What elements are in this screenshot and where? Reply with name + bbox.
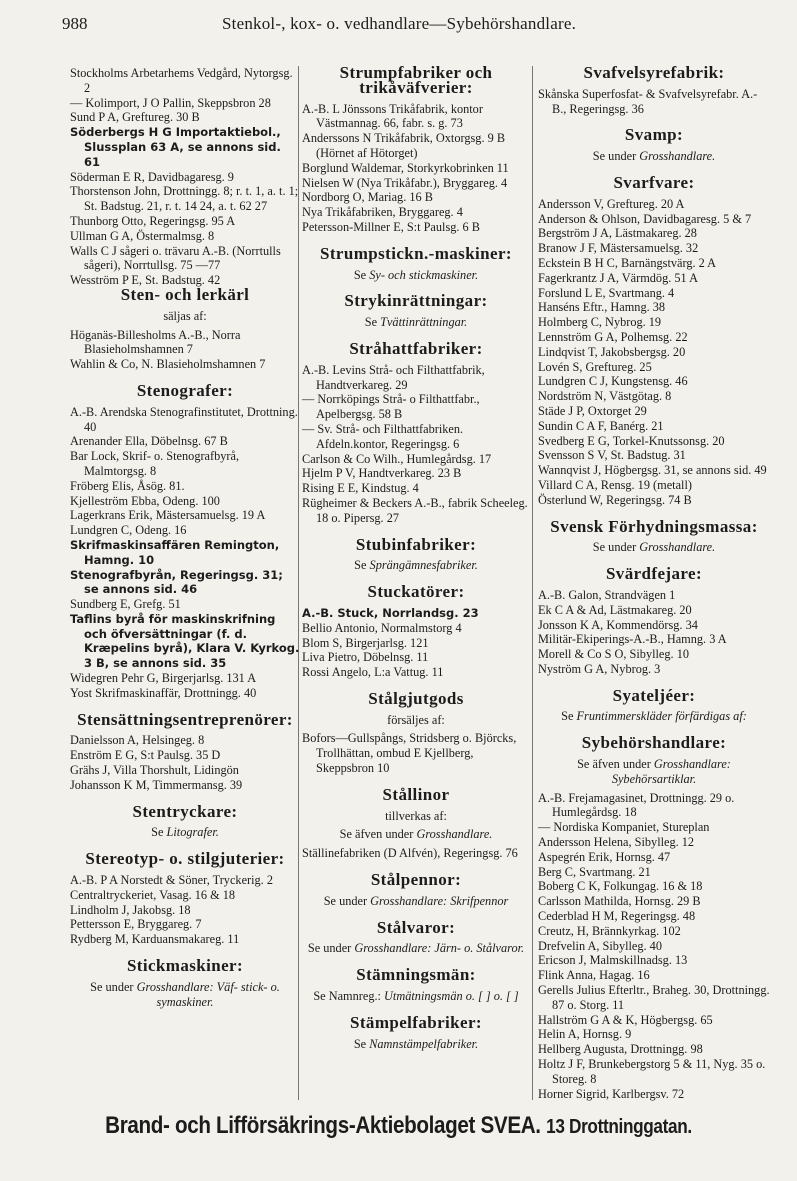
cross-reference-target: Tvättinrättningar. — [380, 315, 468, 330]
cross-reference-prefix: Se under — [323, 893, 371, 908]
section-subheading: försäljes af: — [387, 712, 445, 727]
directory-entry: — Norrköpings Strå- o Filthattfabr., Apelbergsg. 58 B — [302, 392, 480, 422]
directory-entry: Petersson-Millner E, S:t Paulsg. 6 B — [302, 219, 480, 234]
directory-entry: Stockholms Arbetarhems Vedgård, Nytorgsg. 2 — [70, 66, 293, 95]
section-heading: Stereotyp- o. stilgjuterier: — [85, 849, 285, 869]
directory-entry: Johansson K M, Timmermansg. 39 — [70, 777, 243, 792]
cross-reference-prefix: Se — [354, 558, 370, 573]
directory-entry: Wannqvist J, Högbergsg. 31, se annons sid. 49 — [538, 463, 767, 478]
cross-reference-prefix: Se äfven under — [339, 827, 417, 842]
cross-reference-prefix: Se Namnreg.: — [313, 989, 385, 1004]
directory-entry: Helin A, Hornsg. 9 — [538, 1027, 632, 1042]
directory-entry: Borglund Waldemar, Storkyrkobrinken 11 — [302, 160, 509, 175]
directory-entry: Hellberg Augusta, Drottningg. 98 — [538, 1042, 703, 1057]
directory-entry: Hanséns Eftr., Hamng. 38 — [538, 300, 666, 315]
cross-reference — [302, 558, 530, 573]
directory-entry: Blom S, Birgerjarlsg. 121 — [302, 635, 429, 650]
directory-entry: Creutz, H, Brännkyrkag. 102 — [538, 923, 681, 938]
cross-reference — [302, 827, 530, 842]
directory-entry: Carlson & Co Wilh., Humlegårdsg. 17 — [302, 451, 492, 466]
cross-reference-target: Grosshandlare. — [416, 827, 493, 842]
cross-reference-target: Grosshandlare: Järn- o. Stålvaror. — [354, 941, 525, 956]
section-heading: Stålvaror: — [376, 917, 456, 937]
directory-entry: Aspegrén Erik, Hornsg. 47 — [538, 849, 671, 864]
directory-entry: Liva Pietro, Döbelnsg. 11 — [302, 650, 429, 665]
cross-reference-prefix: Se under — [592, 149, 640, 164]
section-heading: Syateljéer: — [612, 685, 696, 705]
directory-entry: Lennström G A, Polhemsg. 22 — [538, 329, 688, 344]
cross-reference — [70, 980, 300, 1010]
directory-entry: Enström E G, S:t Paulsg. 35 D — [70, 748, 221, 763]
section-heading: Stubinfabriker: — [355, 534, 477, 554]
directory-entry: Lindholm J, Jakobsg. 18 — [70, 902, 191, 917]
directory-entry: Rügheimer & Beckers A.-B., fabrik Scheeleg. 18 o. Pipersg. 27 — [302, 495, 528, 525]
cross-reference-prefix: Se — [353, 1036, 370, 1051]
cross-reference-target: Grosshandlare: Väf- stick- o. symaskiner. — [136, 979, 280, 1009]
cross-reference-target: Sprängämnesfabriker. — [369, 558, 478, 573]
cross-reference-target: Grosshandlare. — [639, 149, 716, 164]
directory-entry: A.-B. P A Norstedt & Söner, Tryckerig. 2 — [70, 873, 273, 888]
section-heading: Svärdfejare: — [605, 564, 703, 584]
column-divider — [532, 66, 533, 1100]
directory-entry: Stenografbyrån, Regeringsg. 31; se annons sid. 46 — [70, 567, 283, 597]
directory-entry: Bofors—Gullspångs, Stridsberg o. Björcks, Trollhättan, ombud E Kjellberg, Skeppsbron 10 — [302, 731, 517, 776]
directory-entry: Svensson S V, St. Badstug. 31 — [538, 448, 686, 463]
directory-entry: Yost Skrifmaskinaffär, Drottningg. 40 — [70, 685, 257, 700]
directory-entry: Danielsson A, Helsingeg. 8 — [70, 733, 205, 748]
cross-reference-prefix: Se — [353, 267, 370, 282]
directory-entry: Nya Trikåfabriken, Bryggareg. 4 — [302, 205, 463, 220]
directory-entry: Wesström P E, St. Badstug. 42 — [70, 273, 221, 288]
directory-entry: Militär-Ekiperings-A.-B., Hamng. 3 A — [538, 632, 727, 647]
section-heading: Stållinor — [382, 784, 450, 804]
directory-entry: Hallström G A & K, Högbergsg. 65 — [538, 1012, 713, 1027]
section-heading: Svafvelsyrefabrik: — [583, 63, 725, 82]
directory-entry: Hjelm P V, Handtverkareg. 23 B — [302, 466, 462, 481]
cross-reference-target: Grosshandlare: Skrifpennor — [370, 893, 509, 908]
cross-reference-target: Grosshandlare: Sybehörsartiklar. — [611, 757, 731, 786]
directory-entry: A.-B. Galon, Strandvägen 1 — [538, 587, 676, 602]
section-heading: Stickmaskiner: — [126, 956, 244, 976]
section-heading: Stenografer: — [136, 380, 234, 400]
directory-entry: Lundgren C J, Kungstensg. 46 — [538, 374, 688, 389]
cross-reference-prefix: Se — [364, 315, 381, 330]
directory-entry: A.-B. L Jönssons Trikåfabrik, kontor Västmannag. 66, fabr. s. g. 73 — [302, 101, 483, 131]
cross-reference-target: Litografer. — [166, 825, 219, 840]
cross-reference — [302, 989, 530, 1004]
directory-entry: Nyström G A, Nybrog. 3 — [538, 661, 661, 676]
directory-entry: Widegren Pehr G, Birgerjarlsg. 131 A — [70, 671, 257, 686]
directory-entry: A.-B. Levins Strå- och Filthattfabrik, Handtverkareg. 29 — [302, 362, 485, 392]
directory-entry: Flink Anna, Hagag. 16 — [538, 968, 650, 983]
cross-reference — [538, 540, 770, 555]
cross-reference-prefix: Se under — [307, 941, 355, 956]
directory-entry: Eckstein B H C, Barnängstvärg. 2 A — [538, 255, 717, 270]
directory-entry: Nordborg O, Mariag. 16 B — [302, 190, 433, 205]
directory-entry: Fagerkrantz J A, Värmdög. 51 A — [538, 270, 698, 285]
directory-entry: Drefvelin A, Sibylleg. 40 — [538, 938, 662, 953]
directory-entry: Arenander Ella, Döbelnsg. 67 B — [70, 434, 228, 449]
directory-entry: Bellio Antonio, Normalmstorg 4 — [302, 620, 462, 635]
section-subheading: tillverkas af: — [385, 808, 447, 823]
section-subheading: säljas af: — [163, 308, 207, 323]
directory-entry: Branow J F, Mästersamuelsg. 32 — [538, 241, 699, 256]
section-heading: Svamp: — [624, 125, 684, 145]
cross-reference-target: Sy- och stickmaskiner. — [369, 267, 479, 282]
cross-reference — [302, 1037, 530, 1052]
directory-entry: Holtz J F, Brunkebergstorg 5 & 11, Nyg. 35 o. Storeg. 8 — [538, 1057, 766, 1086]
right-column — [538, 63, 770, 1101]
directory-entry: Lundgren C, Odeng. 16 — [70, 523, 187, 538]
directory-entry: Andersson Helena, Sibylleg. 12 — [538, 835, 695, 850]
cross-reference — [302, 268, 530, 283]
directory-entry: Rydberg M, Karduansmakareg. 11 — [70, 932, 240, 947]
directory-entry: Boberg C K, Folkungag. 16 & 18 — [538, 879, 703, 894]
cross-reference-prefix: Se under — [592, 540, 640, 555]
directory-entry: Sundin C A F, Banérg. 21 — [538, 418, 664, 433]
section-heading: Strykinrättningar: — [344, 291, 488, 311]
directory-entry: Städe J P, Oxtorget 29 — [538, 403, 647, 418]
directory-entry: Wahlin & Co, N. Blasieholmshamnen 7 — [70, 357, 266, 372]
directory-entry: Rising E E, Kindstug. 4 — [302, 481, 419, 496]
directory-entry: Carlsson Mathilda, Hornsg. 29 B — [538, 894, 701, 909]
directory-entry: Andersson V, Greftureg. 20 A — [538, 196, 685, 211]
directory-entry: Lindqvist T, Jakobsbergsg. 20 — [538, 344, 686, 359]
directory-entry: Fröberg Elis, Åsög. 81. — [70, 478, 185, 493]
directory-entry: Thunborg Otto, Regeringsg. 95 A — [70, 213, 236, 228]
directory-entry: Lovén S, Greftureg. 25 — [538, 359, 652, 374]
section-heading: Svarfvare: — [613, 172, 695, 192]
section-heading: Stuckatörer: — [367, 582, 465, 602]
directory-entry: Söderman E R, Davidbagaresg. 9 — [70, 169, 234, 184]
directory-entry: Walls C J sågeri o. trävaru A.-B. (Norrtulls sågeri), Norrtullsg. 75 —77 — [70, 243, 281, 273]
cross-reference-prefix: Se — [561, 709, 577, 724]
directory-entry: Bar Lock, Skrif- o. Stenografbyrå, Malmtorgsg. 8 — [70, 449, 240, 478]
directory-entry: Skrifmaskinsaffären Remington, Hamng. 10 — [70, 537, 280, 567]
footer-advertisement — [56, 1112, 741, 1140]
cross-reference — [538, 149, 770, 164]
cross-reference-target: Grosshandlare. — [639, 540, 716, 555]
section-heading: Stämningsmän: — [356, 965, 476, 985]
running-head: Stenkol-, kox- o. vedhandlare—Sybehörshandlare. — [222, 14, 577, 33]
directory-entry: Skånska Superfosfat- & Svafvelsyrefabr. A.-B., Regeringsg. 36 — [538, 86, 758, 116]
middle-column — [302, 63, 530, 1055]
directory-entry: Sund P A, Greftureg. 30 B — [70, 110, 200, 125]
directory-entry: Anderson & Ohlson, Davidbagaresg. 5 & 7 — [538, 211, 752, 226]
cross-reference — [538, 757, 770, 787]
cross-reference-prefix: Se under — [90, 979, 137, 994]
directory-entry: — Sv. Strå- och Filthattfabriken. Afdeln.kontor, Regeringsg. 6 — [302, 421, 464, 451]
cross-reference — [302, 315, 530, 330]
directory-entry: Ställinefabriken (D Alfvén), Regeringsg. 76 — [302, 846, 518, 861]
section-heading: Stålgjutgods — [368, 688, 464, 708]
directory-entry: Nordström N, Västgötag. 8 — [538, 389, 672, 404]
directory-entry: Pettersson E, Bryggareg. 7 — [70, 917, 202, 932]
directory-entry: Ullman G A, Östermalmsg. 8 — [70, 228, 215, 243]
section-heading: Stråhattfabriker: — [349, 338, 483, 358]
section-heading: Sten- och lerkärl — [120, 284, 250, 304]
directory-entry: Holmberg C, Nybrog. 19 — [538, 315, 662, 330]
directory-entry: Horner Sigrid, Karlbergsv. 72 — [538, 1086, 685, 1101]
section-heading: Sybehörshandlare: — [581, 733, 727, 753]
section-heading: Stentryckare: — [132, 801, 238, 821]
page-number: 988 — [62, 14, 88, 33]
section-heading: Stämpelfabriker: — [350, 1012, 482, 1032]
directory-entry: Bergström J A, Lästmakareg. 28 — [538, 226, 697, 241]
cross-reference — [302, 894, 530, 909]
directory-entry: Kjelleström Ebba, Odeng. 100 — [70, 493, 220, 508]
directory-entry: Österlund W, Regeringsg. 74 B — [538, 492, 692, 507]
directory-entry: Gerells Julius Efterltr., Braheg. 30, Drottningg. 87 o. Storg. 11 — [538, 983, 770, 1012]
directory-entry: A.-B. Arendska Stenografinstitutet, Drottning. 40 — [70, 404, 298, 434]
cross-reference-target: Fruntimmerskläder förfärdigas af: — [576, 709, 747, 724]
cross-reference — [538, 709, 770, 724]
cross-reference — [302, 941, 530, 956]
directory-entry: Villard C A, Rensg. 19 (metall) — [538, 477, 692, 492]
cross-reference-target: Utmätningsmän o. [ ] o. [ ] — [384, 989, 519, 1004]
left-column — [70, 66, 300, 1013]
directory-entry: Thorstenson John, Drottningg. 8; r. t. 1, a. t. 1; St. Badstug. 21, r. t. 14 24, a. t. 62 27 — [70, 184, 299, 214]
section-heading: Svensk Förhydningsmassa: — [550, 516, 758, 536]
cross-reference-prefix: Se — [151, 825, 167, 840]
directory-entry: Grähs J, Villa Thorshult, Lidingön — [70, 763, 239, 778]
directory-entry: — Kolimport, J O Pallin, Skeppsbron 28 — [70, 95, 271, 110]
directory-entry: A.-B. Stuck, Norrlandsg. 23 — [302, 605, 479, 620]
directory-entry: Morell & Co S O, Sibylleg. 10 — [538, 647, 689, 662]
directory-entry: Höganäs-Billesholms A.-B., Norra Blasieholmshamnen 7 — [70, 327, 241, 357]
section-heading: Stålpennor: — [370, 870, 462, 890]
directory-entry: Lagerkrans Erik, Mästersamuelsg. 19 A — [70, 508, 266, 523]
cross-reference-target: Namnstämpelfabriker. — [369, 1036, 479, 1051]
footer-address: 13 Drottninggatan. — [546, 1116, 692, 1138]
section-heading: Strumpstickn.-maskiner: — [320, 243, 512, 263]
directory-entry: Ericson J, Malmskillnadsg. 13 — [538, 953, 688, 968]
directory-entry: Centraltryckeriet, Vasag. 16 & 18 — [70, 887, 236, 902]
directory-entry: — Nordiska Kompaniet, Stureplan — [538, 820, 710, 835]
directory-entry: Ek C A & Ad, Lästmakareg. 20 — [538, 602, 692, 617]
directory-entry: Nielsen W (Nya Trikåfabr.), Bryggareg. 4 — [302, 175, 508, 190]
directory-entry: Forslund L E, Svartmang. 4 — [538, 285, 675, 300]
cross-reference — [70, 825, 300, 840]
section-heading: Strumpfabriker och trikåväfverier: — [339, 63, 493, 97]
footer-company: Brand- och Lifförsäkrings-Aktiebolaget SVEA. — [105, 1112, 541, 1139]
directory-entry: Berg C, Svartmang. 21 — [538, 864, 651, 879]
directory-entry: Cederblad H M, Regeringsg. 48 — [538, 909, 696, 924]
directory-entry: A.-B. Frejamagasinet, Drottningg. 29 o. Humlegårdsg. 18 — [538, 790, 735, 820]
directory-entry: Sundberg E, Grefg. 51 — [70, 597, 181, 612]
section-heading: Stensättningsentreprenörer: — [77, 709, 293, 729]
directory-entry: Svedberg E G, Torkel-Knutssonsg. 20 — [538, 433, 725, 448]
directory-entry: Anderssons N Trikåfabrik, Oxtorgsg. 9 B (Hörnet af Hötorget) — [302, 131, 506, 160]
directory-entry: Söderbergs H G Importaktiebol., Slussplan 63 A, se annons sid. 61 — [70, 125, 281, 169]
cross-reference-prefix: Se äfven under — [577, 757, 654, 772]
directory-entry: Rossi Angelo, L:a Vattug. 11 — [302, 665, 444, 680]
directory-entry: Taflins byrå för maskinskrifning och öfversättningar (f. d. Kræpelins byrå), Klara V. Kyrkog. 3 B, se annons sid. 35 — [70, 611, 300, 671]
directory-entry: Jonsson K A, Kommendörsg. 34 — [538, 617, 698, 632]
